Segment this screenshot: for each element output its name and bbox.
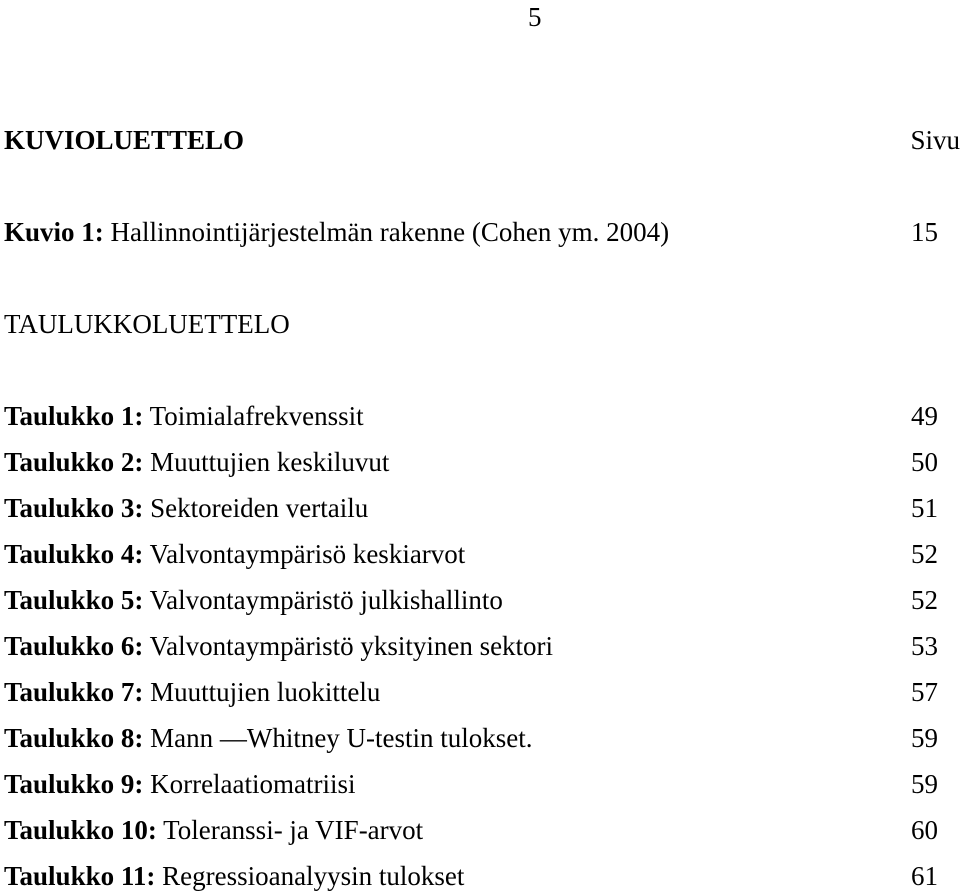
table-title: Valvontaympärisö keskiarvot xyxy=(149,539,466,569)
table-label: Taulukko 4: xyxy=(4,539,144,569)
table-page: 57 xyxy=(911,677,938,707)
table-label: Taulukko 8: xyxy=(4,723,144,753)
table-entry xyxy=(4,768,938,800)
table-page: 61 xyxy=(911,861,938,891)
table-title: Muuttujien luokittelu xyxy=(150,677,381,707)
figure-title: Hallinnointijärjestelmän rakenne (Cohen ym. 2004) xyxy=(110,217,670,247)
table-entry xyxy=(4,584,938,616)
table-entry xyxy=(4,492,938,524)
figure-label: Kuvio 1: xyxy=(4,217,104,247)
table-page: 60 xyxy=(911,815,938,845)
table-page: 59 xyxy=(911,723,938,753)
table-label: Taulukko 9: xyxy=(4,769,144,799)
table-label: Taulukko 5: xyxy=(4,585,144,615)
table-entry xyxy=(4,630,938,662)
table-label: Taulukko 6: xyxy=(4,631,144,661)
table-label: Taulukko 3: xyxy=(4,493,144,523)
table-entry xyxy=(4,814,938,846)
table-title: Mann —Whitney U-testin tulokset. xyxy=(150,723,533,753)
table-entry xyxy=(4,400,938,432)
table-entry xyxy=(4,860,938,892)
table-title: Regressioanalyysin tulokset xyxy=(162,861,465,891)
table-entry xyxy=(4,538,938,570)
table-page: 53 xyxy=(911,631,938,661)
table-page: 51 xyxy=(911,493,938,523)
page-number: 5 xyxy=(528,2,542,32)
figure-page: 15 xyxy=(911,217,938,247)
table-entry xyxy=(4,676,938,708)
table-page: 49 xyxy=(911,401,938,431)
figures-heading: KUVIOLUETTELO xyxy=(4,125,245,155)
table-title: Toimialafrekvenssit xyxy=(149,401,364,431)
figure-entry xyxy=(4,216,938,248)
table-label: Taulukko 2: xyxy=(4,447,144,477)
table-label: Taulukko 7: xyxy=(4,677,144,707)
table-title: Toleranssi- ja VIF-arvot xyxy=(163,815,424,845)
tables-heading-row xyxy=(4,308,960,340)
table-title: Sektoreiden vertailu xyxy=(150,493,369,523)
table-title: Valvontaympäristö julkishallinto xyxy=(149,585,503,615)
table-page: 50 xyxy=(911,447,938,477)
figures-heading-row xyxy=(4,124,960,156)
table-label: Taulukko 10: xyxy=(4,815,157,845)
table-page: 52 xyxy=(911,539,938,569)
table-page: 52 xyxy=(911,585,938,615)
table-entry xyxy=(4,722,938,754)
table-entry xyxy=(4,446,938,478)
table-page: 59 xyxy=(911,769,938,799)
table-label: Taulukko 11: xyxy=(4,861,156,891)
table-title: Muuttujien keskiluvut xyxy=(150,447,390,477)
page-column-label: Sivu xyxy=(910,125,960,155)
table-label: Taulukko 1: xyxy=(4,401,144,431)
tables-heading: TAULUKKOLUETTELO xyxy=(4,309,290,339)
table-title: Korrelaatiomatriisi xyxy=(150,769,356,799)
table-title: Valvontaympäristö yksityinen sektori xyxy=(149,631,554,661)
